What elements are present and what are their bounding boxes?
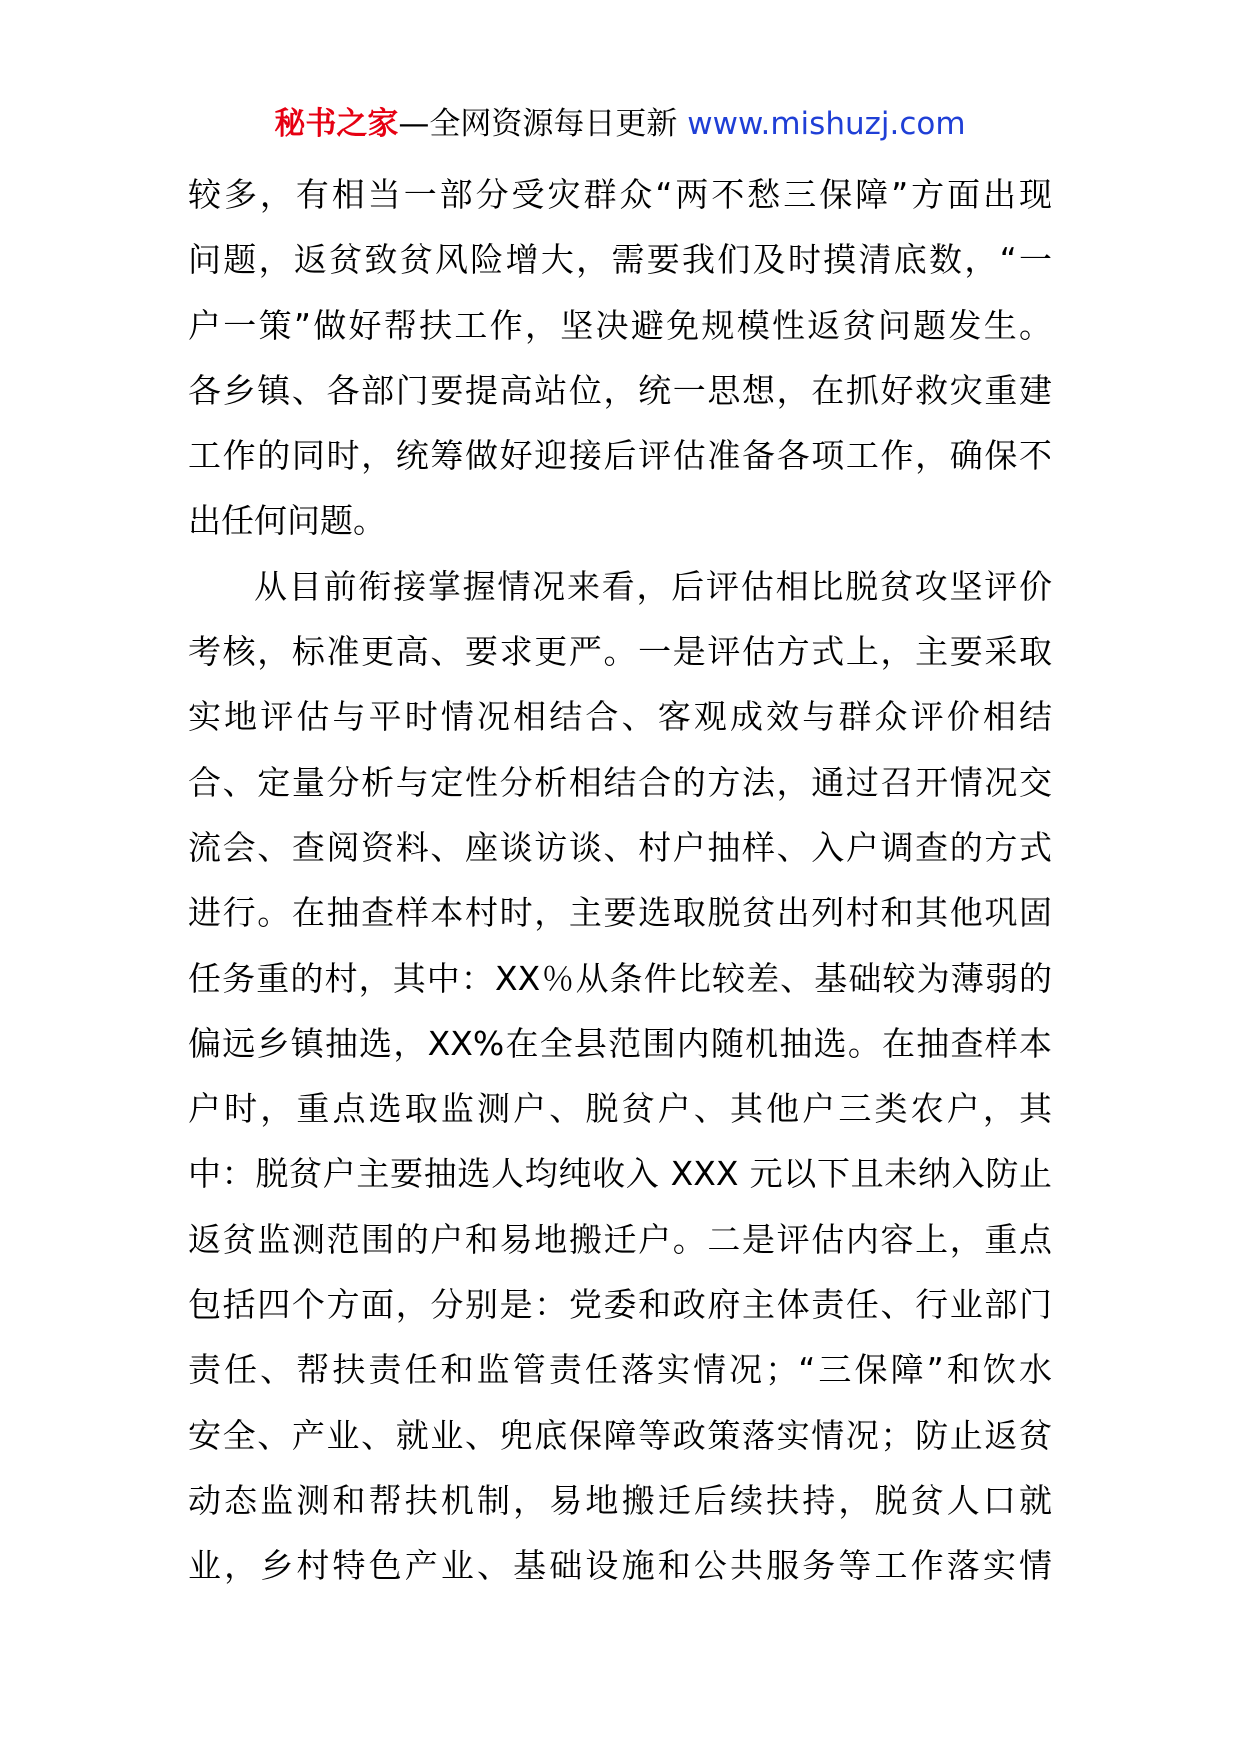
text-line: 责任、帮扶责任和监管责任落实情况；“三保障”和饮水 (188, 1350, 1052, 1390)
text-line: 返贫监测范围的户和易地搬迁户。二是评估内容上，重点 (188, 1219, 1052, 1259)
text-line: 任务重的村，其中：XX％从条件比较差、基础较为薄弱的 (188, 958, 1052, 998)
text-line: 户一策”做好帮扶工作，坚决避免规模性返贫问题发生。 (188, 305, 1052, 345)
text-line: 安全、产业、就业、兜底保障等政策落实情况；防止返贫 (188, 1415, 1052, 1455)
text-line: 问题，返贫致贫风险增大，需要我们及时摸清底数，“一 (188, 240, 1052, 280)
text-line: 工作的同时，统筹做好迎接后评估准备各项工作，确保不 (188, 436, 1052, 476)
text-line: 包括四个方面，分别是：党委和政府主体责任、行业部门 (188, 1285, 1052, 1325)
text-line: 业，乡村特色产业、基础设施和公共服务等工作落实情 (188, 1546, 1052, 1586)
text-line: 进行。在抽查样本村时，主要选取脱贫出列村和其他巩固 (188, 893, 1052, 933)
text-line: 各乡镇、各部门要提高站位，统一思想，在抓好救灾重建 (188, 370, 1052, 410)
text-line: 动态监测和帮扶机制，易地搬迁后续扶持，脱贫人口就 (188, 1480, 1052, 1520)
site-tagline: —全网资源每日更新 (398, 106, 688, 142)
text-line: 出任何问题。 (188, 501, 386, 541)
text-line: 考核，标准更高、要求更严。一是评估方式上，主要采取 (188, 632, 1052, 672)
text-line: 户时，重点选取监测户、脱贫户、其他户三类农户，其 (188, 1089, 1052, 1129)
text-line: 较多，有相当一部分受灾群众“两不愁三保障”方面出现 (188, 175, 1052, 214)
text-line: 偏远乡镇抽选，XX%在全县范围内随机抽选。在抽查样本 (188, 1023, 1052, 1063)
paragraph-start-line: 从目前衔接掌握情况来看，后评估相比脱贫攻坚评价 (254, 566, 1052, 606)
text-line: 合、定量分析与定性分析相结合的方法，通过召开情况交 (188, 762, 1052, 802)
text-line: 实地评估与平时情况相结合、客观成效与群众评价相结 (188, 697, 1052, 737)
site-header (0, 102, 1240, 146)
text-line: 流会、查阅资料、座谈访谈、村户抽样、入户调查的方式 (188, 827, 1052, 867)
site-brand: 秘书之家 (274, 106, 399, 142)
site-url-link[interactable]: www.mishuzj.com (687, 106, 966, 142)
text-line: 中：脱贫户主要抽选人均纯收入 XXX 元以下且未纳入防止 (188, 1154, 1052, 1194)
document-body (188, 162, 1052, 1599)
